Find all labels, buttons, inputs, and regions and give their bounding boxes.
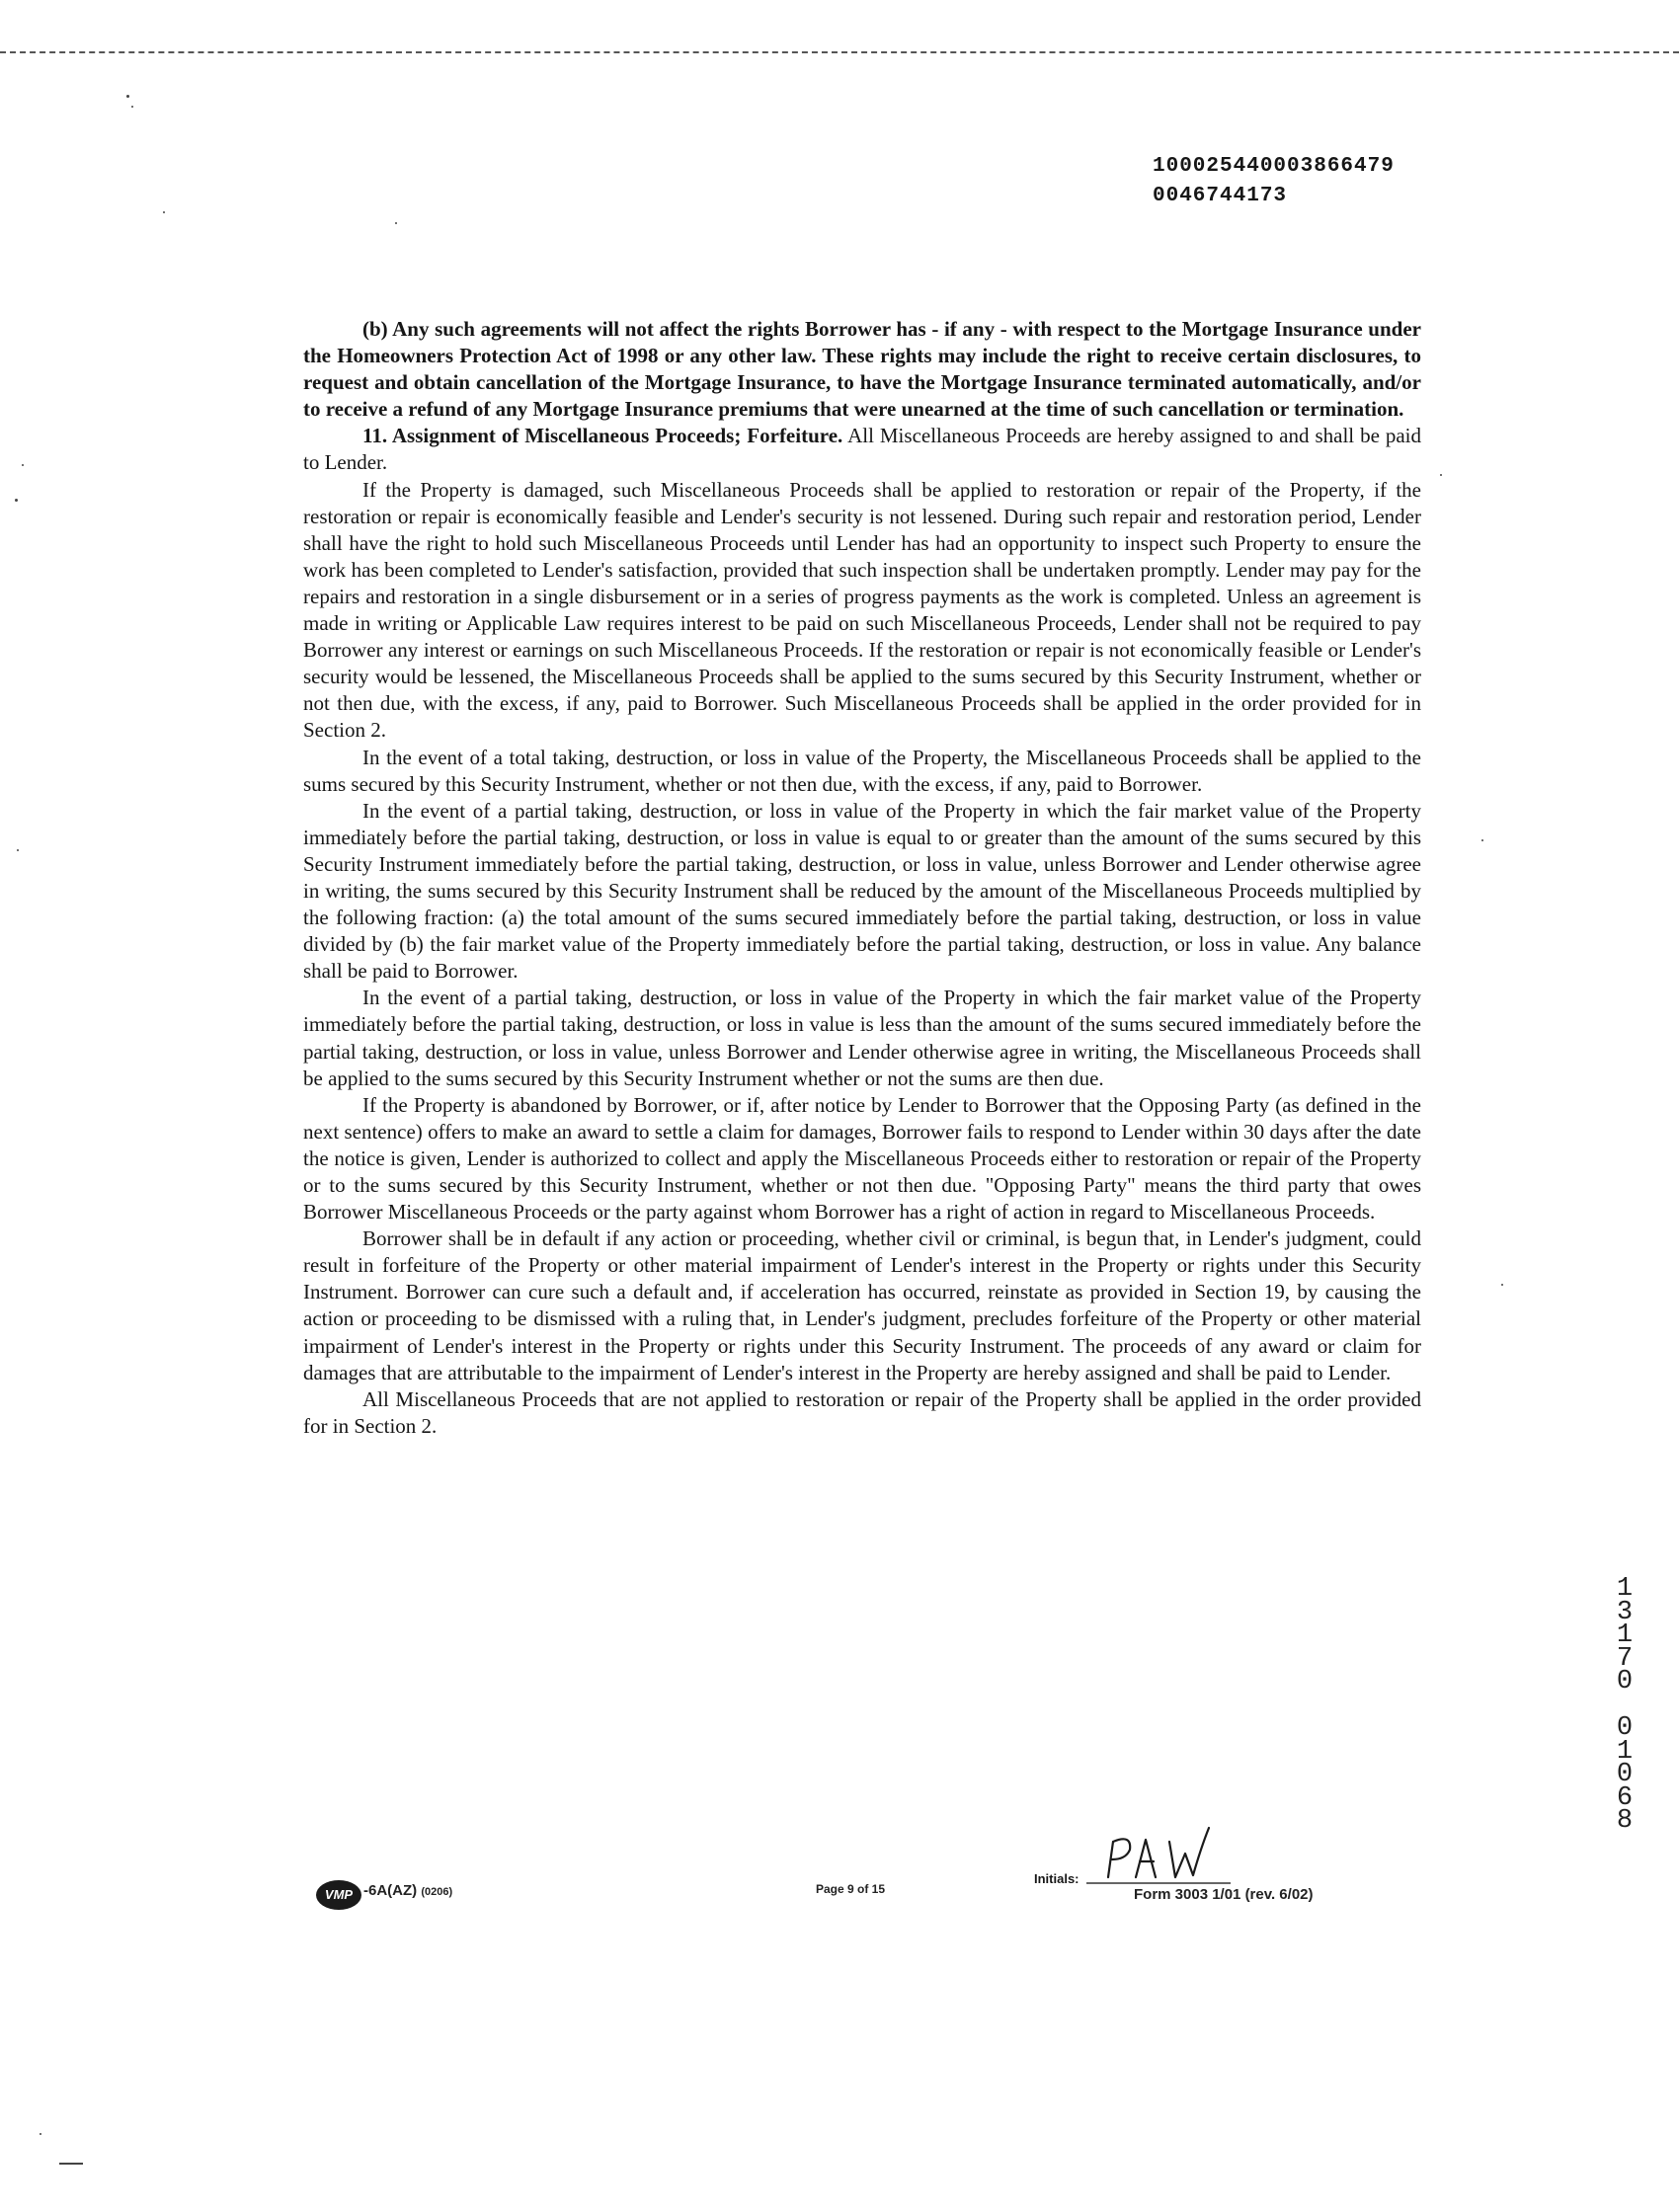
vmp-logo-icon: VMP: [316, 1880, 361, 1910]
form-code: -6A(AZ) (0206): [363, 1882, 453, 1899]
initials-label: Initials:: [1034, 1871, 1079, 1886]
document-body: [303, 316, 1421, 1440]
paragraph-damaged-property: If the Property is damaged, such Miscellaneous Proceeds shall be applied to restoration or repair of the Property, if the restoration or repair is economically feasible and Lender's security is not lessened. During such repair and restoration period, Lender shall have the right to hold such Miscellaneous Proceeds until Lender has had an opportunity to inspect such Property to ensure the work has been completed to Lender's satisfaction, provided that such inspection shall be undertaken promptly. Lender may pay for the repairs and restoration in a single disbursement or in a series of progress payments as the work is completed. Unless an agreement is made in writing or Applicable Law requires interest to be paid on such Miscellaneous Proceeds, Lender shall not be required to pay Borrower any interest or earnings on such Miscellaneous Proceeds. If the restoration or repair is not economically feasible or Lender's security would be lessened, the Miscellaneous Proceeds shall be applied to the sums secured by this Security Instrument, whether or not then due, with the excess, if any, paid to Borrower. Such Miscellaneous Proceeds shall be applied in the order provided for in Section 2.: [303, 477, 1421, 743]
initials-signature: [1086, 1822, 1235, 1887]
paragraph-partial-taking-less: In the event of a partial taking, destruction, or loss in value of the Property in which the fair market value of the Property immediately before the partial taking, destruction, or loss in value is less than the amount of the sums secured immediately before the partial taking, destruction, or loss in value, unless Borrower and Lender otherwise agree in writing, the Miscellaneous Proceeds shall be applied to the sums secured by this Security Instrument whether or not the sums are then due.: [303, 986, 1421, 1090]
form-number: Form 3003 1/01 (rev. 6/02): [1134, 1886, 1314, 1903]
margin-stamp: 1 3 1 7 0 0 1 0 6 8: [1616, 1574, 1634, 1836]
paragraph-borrower-default: Borrower shall be in default if any action or proceeding, whether civil or criminal, is begun that, in Lender's judgment, could result in forfeiture of the Property or other material impairment of Lender's interest in the Property or rights under this Security Instrument. Borrower can cure such a default and, if acceleration has occurred, reinstate as provided in Section 19, by causing the action or proceeding to be dismissed with a ruling that, in Lender's judgment, precludes forfeiture of the Property or other material impairment of Lender's interest in the Property or rights under this Security Instrument. The proceeds of any award or claim for damages that are attributable to the impairment of Lender's interest in the Property are hereby assigned and shall be paid to Lender.: [303, 1226, 1421, 1384]
top-scan-line: [0, 51, 1679, 53]
paragraph-remaining-proceeds: All Miscellaneous Proceeds that are not applied to restoration or repair of the Property shall be applied in the order provided for in Section 2.: [303, 1386, 1421, 1438]
paragraph-abandonment: If the Property is abandoned by Borrower, or if, after notice by Lender to Borrower that the Opposing Party (as defined in the next sentence) offers to make an award to settle a claim for damages, Borrower fails to respond to Lender within 30 days after the date the notice is given, Lender is authorized to collect and apply the Miscellaneous Proceeds either to restoration or repair of the Property or to the sums secured by this Security Instrument, whether or not then due. "Opposing Party" means the third party that owes Borrower Miscellaneous Proceeds or the party against whom Borrower has a right of action in regard to Miscellaneous Proceeds.: [303, 1092, 1421, 1224]
paragraph-mortgage-insurance-rights: (b) Any such agreements will not affect the rights Borrower has - if any - with respect to the Mortgage Insurance under the Homeowners Protection Act of 1998 or any other law. These rights may include the right to receive certain disclosures, to request and obtain cancellation of the Mortgage Insurance, to have the Mortgage Insurance terminated automatically, and/or to receive a refund of any Mortgage Insurance premiums that were unearned at the time of such cancellation or termination.: [303, 317, 1421, 422]
section-11: [303, 423, 1421, 476]
reference-number: 0046744173: [1153, 185, 1288, 207]
paragraph-total-taking: In the event of a total taking, destruction, or loss in value of the Property, the Miscellaneous Proceeds shall be applied to the sums secured by this Security Instrument, whether or not then due, with the excess, if any, paid to Borrower.: [303, 745, 1421, 796]
loan-number: 100025440003866479: [1153, 155, 1395, 178]
page-number: Page 9 of 15: [816, 1882, 886, 1896]
document-id-block: [1153, 152, 1395, 211]
paragraph-partial-taking-greater: In the event of a partial taking, destruction, or loss in value of the Property in which the fair market value of the Property immediately before the partial taking, destruction, or loss in value is equal to or greater than the amount of the sums secured by this Security Instrument immediately before the partial taking, destruction, or loss in value, unless Borrower and Lender otherwise agree in writing, the sums secured by this Security Instrument shall be reduced by the amount of the Miscellaneous Proceeds multiplied by the following fraction: (a) the total amount of the sums secured immediately before the partial taking, destruction, or loss in value divided by (b) the fair market value of the Property immediately before the partial taking, destruction, or loss in value. Any balance shall be paid to Borrower.: [303, 798, 1421, 984]
section-11-text: All Miscellaneous Proceeds are hereby assigned to and shall be paid to Lender.: [303, 424, 1422, 475]
section-11-heading: 11. Assignment of Miscellaneous Proceeds; Forfeiture.: [362, 424, 843, 448]
